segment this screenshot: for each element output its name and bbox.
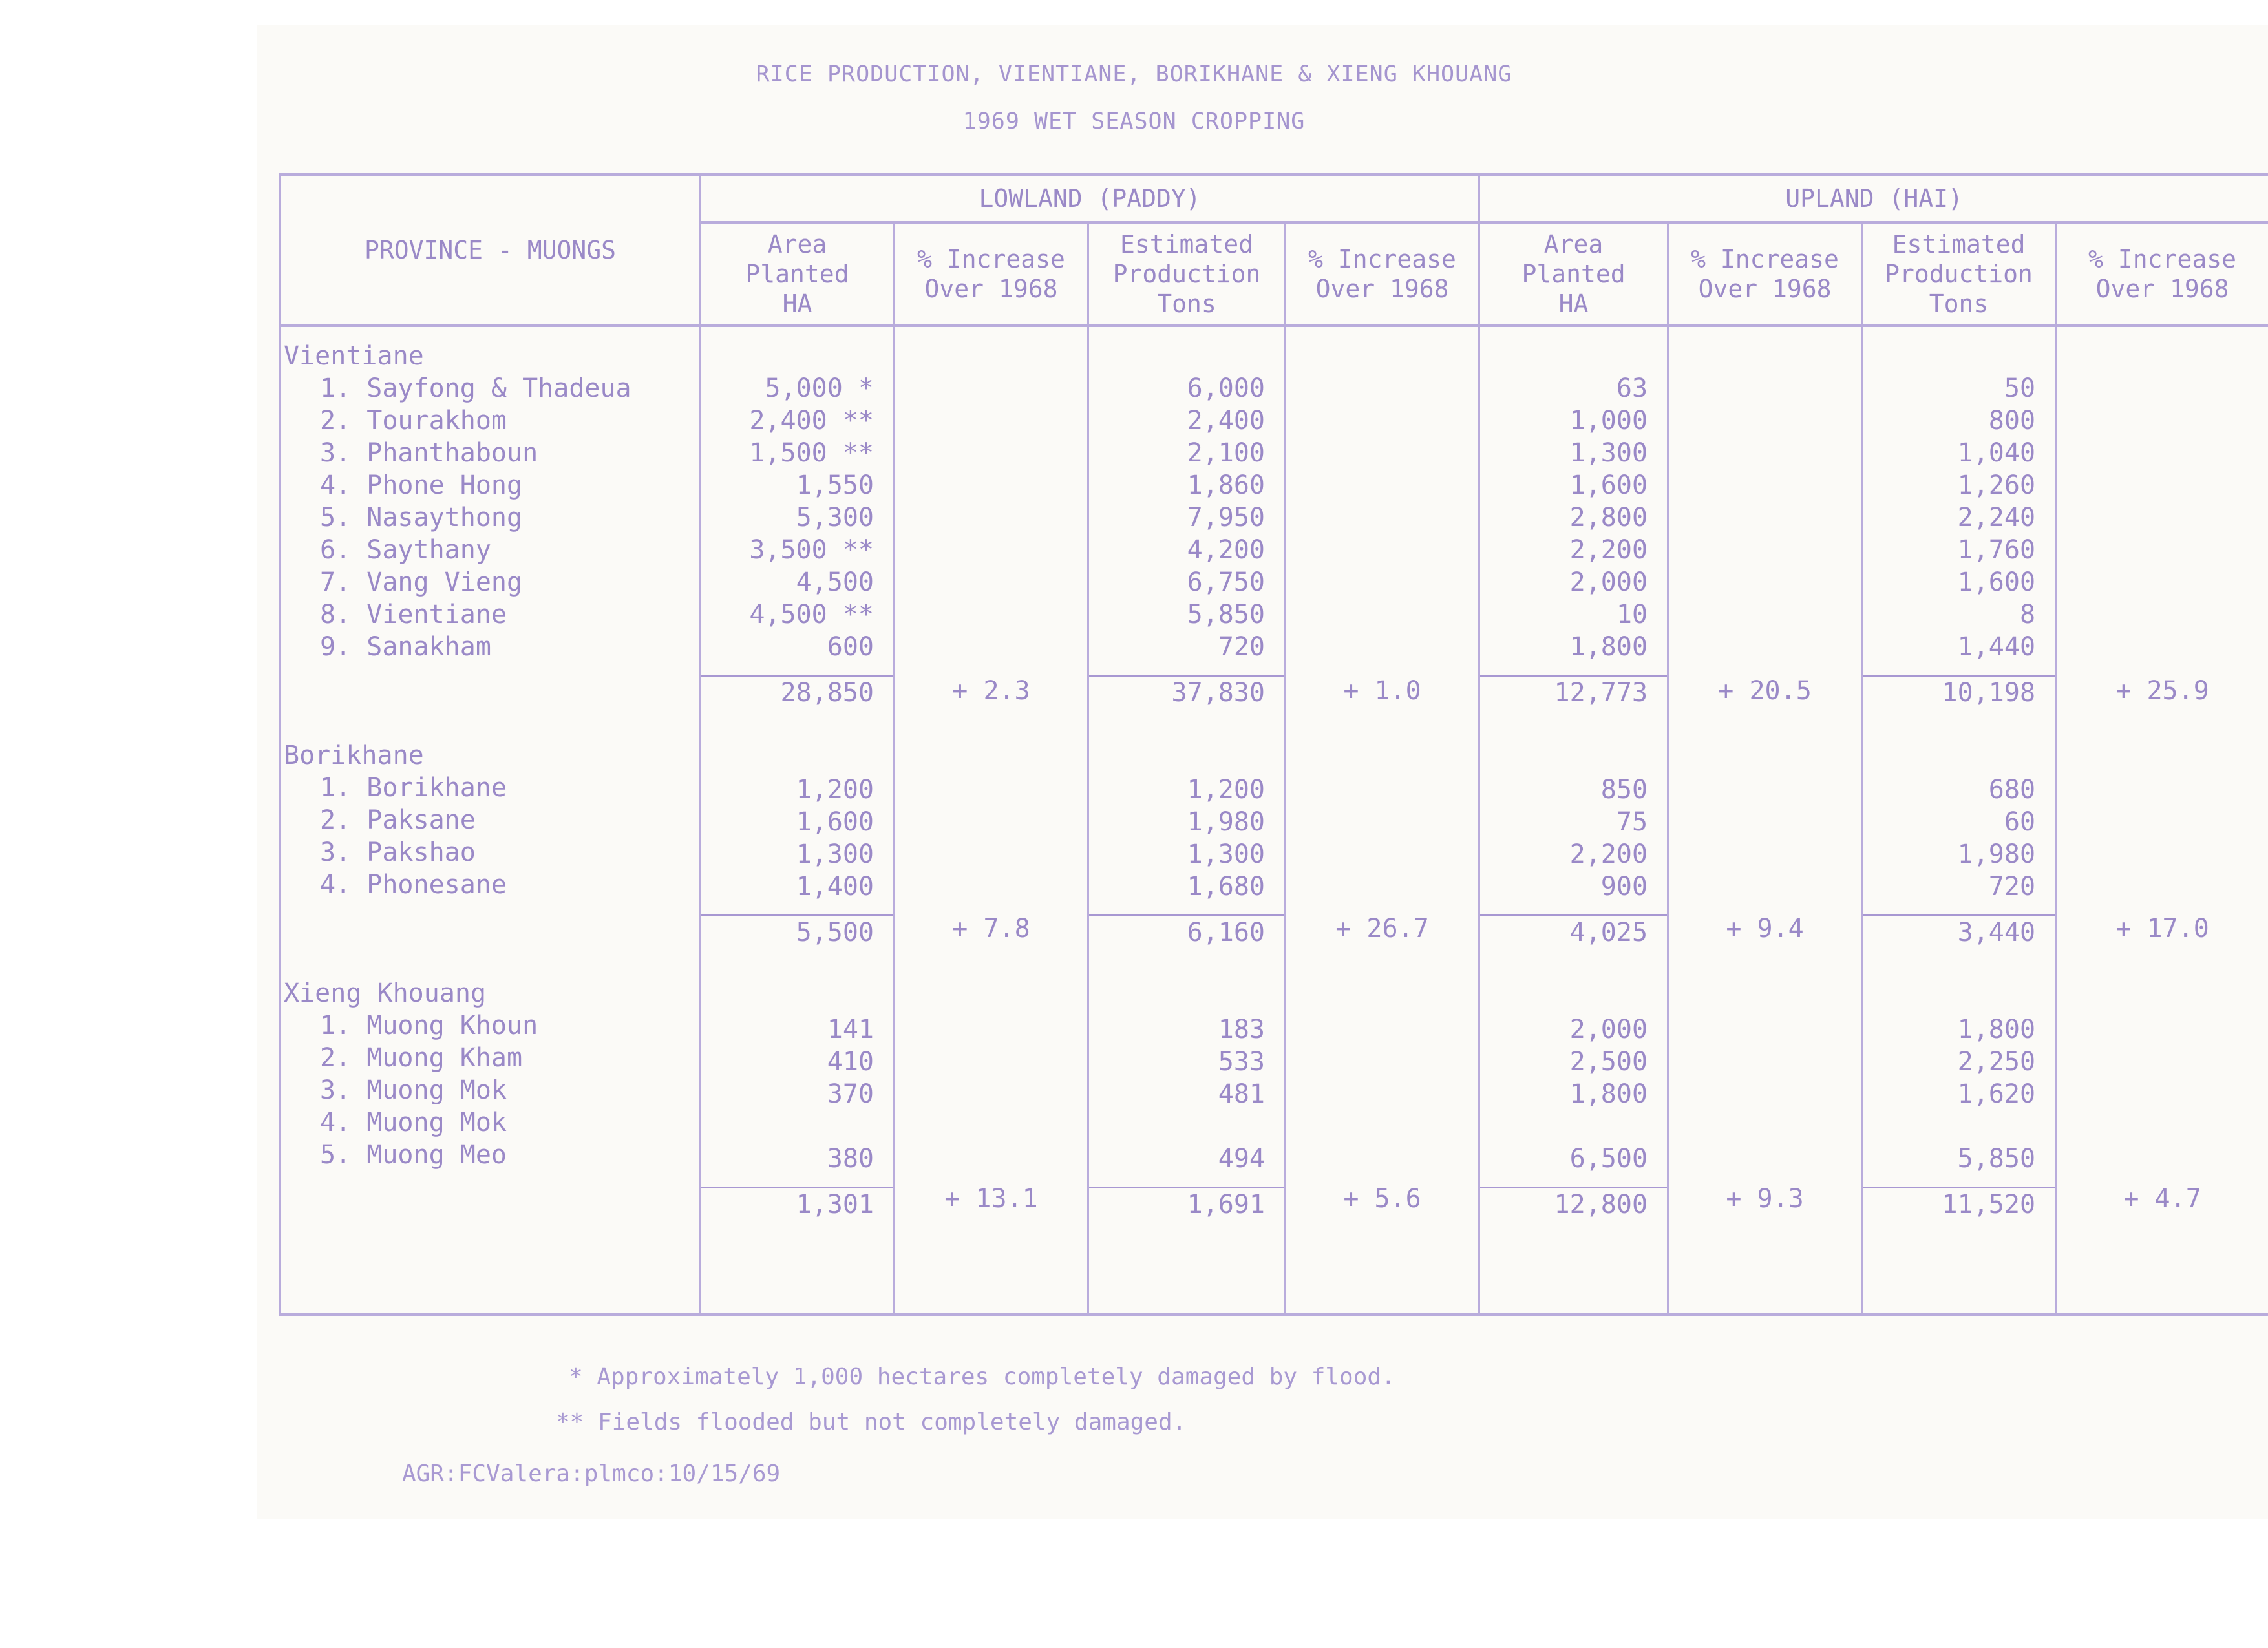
spacer: [1286, 1139, 1478, 1171]
spacer: [701, 709, 893, 741]
upland-production-pct-column: [2056, 326, 2268, 1315]
section-total: 37,830: [1089, 675, 1284, 709]
cell-value: 2,200: [1569, 840, 1648, 869]
muong-name: 1. Sayfong & Thadeua: [320, 374, 631, 403]
spacer: [281, 707, 699, 739]
province-heading: Vientiane: [284, 341, 424, 371]
cell-value: 6,500: [1569, 1144, 1648, 1174]
spacer: [1863, 981, 2055, 1013]
cell-value: 1,200: [1187, 775, 1265, 805]
spacer: [1669, 566, 1861, 598]
cell-value: 1,440: [1957, 632, 2036, 662]
cell-value: 4,500 **: [749, 600, 874, 629]
spacer: [2057, 1139, 2268, 1171]
cell-value: 5,850: [1187, 600, 1265, 629]
upland-group-header: UPLAND (HAI): [1479, 174, 2268, 222]
header-line: Area: [767, 230, 827, 259]
spacer: [1669, 1009, 1861, 1042]
upland-estimated-production-header: [1862, 222, 2056, 326]
spacer: [1286, 566, 1478, 598]
header-line: HA: [1558, 290, 1589, 318]
cell-value: 1,550: [796, 470, 874, 500]
cell-value: 850: [1600, 775, 1648, 805]
cell-value: 50: [2004, 374, 2036, 403]
spacer: [1863, 340, 2055, 372]
spacer: [281, 913, 699, 945]
footnote-single-asterisk: * Approximately 1,000 hectares completely damaged by flood.: [569, 1364, 1395, 1390]
spacer: [895, 437, 1087, 469]
cell-value: 1,600: [796, 807, 874, 837]
cell-value: 2,800: [1569, 503, 1648, 533]
header-line: % Increase: [917, 245, 1065, 273]
section-total: + 4.7: [2123, 1184, 2201, 1214]
spacer: [895, 707, 1087, 739]
spacer: [281, 1183, 699, 1215]
header-line: Estimated: [1120, 230, 1253, 259]
muong-name-column: [281, 326, 701, 1315]
spacer: [895, 534, 1087, 566]
spacer: [281, 1215, 699, 1247]
spacer: [2057, 340, 2268, 372]
cell-value: [1863, 1110, 2055, 1143]
spacer: [1669, 1106, 1861, 1139]
spacer: [2057, 437, 2268, 469]
lowland-group-header: LOWLAND (PADDY): [701, 174, 1479, 222]
upland-pct-increase-header: [1668, 222, 1862, 326]
spacer: [895, 1106, 1087, 1139]
spacer: [281, 675, 699, 707]
upland-area-pct-column: [1668, 326, 1862, 1315]
cell-value: 380: [827, 1144, 874, 1174]
spacer: [1286, 1215, 1478, 1247]
spacer: [895, 566, 1087, 598]
cell-value: 1,680: [1187, 872, 1265, 902]
spacer: [1669, 340, 1861, 372]
muong-name: 2. Paksane: [320, 805, 476, 835]
cell-value: 2,400: [1187, 406, 1265, 436]
header-line: HA: [782, 290, 812, 318]
cell-value: [701, 1110, 893, 1143]
cell-value: 1,300: [1569, 438, 1648, 468]
section-total: 1,691: [1089, 1187, 1284, 1221]
spacer: [1669, 502, 1861, 534]
section-total: 3,440: [1863, 914, 2055, 949]
cell-value: 7,950: [1187, 503, 1265, 533]
spacer: [895, 836, 1087, 869]
section-total: + 5.6: [1343, 1184, 1421, 1214]
cell-value: 1,980: [1187, 807, 1265, 837]
spacer: [1480, 340, 1667, 372]
spacer: [1286, 437, 1478, 469]
muong-name: 1. Borikhane: [320, 773, 507, 803]
muong-name: 4. Phone Hong: [320, 470, 523, 500]
section-total: 5,500: [701, 914, 893, 949]
section-total: + 13.1: [944, 1184, 1038, 1214]
cell-value: 1,600: [1569, 470, 1648, 500]
header-line: Tons: [1157, 290, 1216, 318]
cell-value: 1,620: [1957, 1079, 2036, 1109]
cell-value: 2,200: [1569, 535, 1648, 565]
spacer: [701, 949, 893, 981]
spacer: [2057, 1215, 2268, 1247]
cell-value: 5,300: [796, 503, 874, 533]
cell-value: 1,200: [796, 775, 874, 805]
spacer: [2057, 869, 2268, 901]
spacer: [2057, 631, 2268, 663]
section-total: + 9.3: [1726, 1184, 1804, 1214]
cell-value: 1,980: [1957, 840, 2036, 869]
cell-value: 800: [1988, 406, 2036, 436]
header-line: Planted: [745, 260, 849, 288]
spacer: [895, 372, 1087, 405]
spacer: [895, 631, 1087, 663]
spacer: [1089, 1221, 1284, 1253]
spacer: [895, 1074, 1087, 1106]
spacer: [2057, 372, 2268, 405]
lowland-area-column: [701, 326, 895, 1315]
section-total: + 2.3: [952, 676, 1030, 706]
muong-name: 3. Phanthaboun: [320, 438, 538, 468]
spacer: [1669, 598, 1861, 631]
section-total: 1,301: [701, 1187, 893, 1221]
spacer: [1286, 804, 1478, 836]
cell-value: 720: [1988, 872, 2036, 902]
header-line: Over 1968: [924, 275, 1058, 303]
spacer: [1089, 741, 1284, 774]
cell-value: 4,200: [1187, 535, 1265, 565]
spacer: [1286, 1106, 1478, 1139]
muong-name: 8. Vientiane: [320, 600, 507, 629]
cell-value: 900: [1600, 872, 1648, 902]
lowland-pct-increase-header: [1286, 222, 1479, 326]
header-line: Over 1968: [2095, 275, 2229, 303]
cell-value: 533: [1218, 1047, 1265, 1077]
spacer: [2057, 598, 2268, 631]
rice-production-table: [279, 173, 2268, 1316]
cell-value: 370: [827, 1079, 874, 1109]
spacer: [1669, 1042, 1861, 1074]
upland-pct-increase-header: [2056, 222, 2268, 326]
spacer: [2057, 977, 2268, 1009]
header-line: % Increase: [2088, 245, 2236, 273]
spacer: [1669, 405, 1861, 437]
spacer: [2057, 405, 2268, 437]
document-subtitle: 1969 WET SEASON CROPPING: [962, 109, 1306, 134]
section-total: + 17.0: [2115, 914, 2209, 944]
lowland-estimated-production-header: [1088, 222, 1286, 326]
cell-value: 75: [1616, 807, 1648, 837]
cell-value: 8: [2019, 600, 2036, 629]
spacer: [1286, 739, 1478, 772]
lowland-area-pct-column: [895, 326, 1088, 1315]
spacer: [1669, 739, 1861, 772]
cell-value: 410: [827, 1047, 874, 1077]
upland-area-column: [1479, 326, 1668, 1315]
cell-value: 2,000: [1569, 567, 1648, 597]
cell-value: 1,300: [1187, 840, 1265, 869]
spacer: [1863, 741, 2055, 774]
cell-value: 6,000: [1187, 374, 1265, 403]
spacer: [1863, 1221, 2055, 1253]
spacer: [1863, 949, 2055, 981]
spacer: [1669, 977, 1861, 1009]
spacer: [2057, 804, 2268, 836]
cell-value: 1,040: [1957, 438, 2036, 468]
spacer: [895, 739, 1087, 772]
section-total: + 1.0: [1343, 676, 1421, 706]
spacer: [895, 502, 1087, 534]
muong-name: 5. Nasaythong: [320, 503, 523, 533]
spacer: [2057, 836, 2268, 869]
cell-value: 1,000: [1569, 406, 1648, 436]
spacer: [1286, 631, 1478, 663]
spacer: [1669, 534, 1861, 566]
spacer: [2057, 707, 2268, 739]
muong-name: 2. Tourakhom: [320, 406, 507, 436]
spacer: [701, 340, 893, 372]
spacer: [1480, 709, 1667, 741]
spacer: [1669, 437, 1861, 469]
spacer: [2057, 1009, 2268, 1042]
spacer: [1286, 945, 1478, 977]
header-line: Estimated: [1892, 230, 2026, 259]
footnote-double-asterisk: ** Fields flooded but not completely damaged.: [556, 1409, 1187, 1435]
spacer: [1286, 1009, 1478, 1042]
cell-value: 5,000 *: [765, 374, 874, 403]
header-line: Over 1968: [1698, 275, 1832, 303]
spacer: [1089, 949, 1284, 981]
cell-value: 6,750: [1187, 567, 1265, 597]
spacer: [281, 945, 699, 977]
cell-value: 1,800: [1957, 1015, 2036, 1044]
cell-value: 1,400: [796, 872, 874, 902]
cell-value: 1,860: [1187, 470, 1265, 500]
typist-reference: AGR:FCValera:plmco:10/15/69: [402, 1461, 781, 1487]
spacer: [701, 1221, 893, 1253]
province-column-header: PROVINCE - MUONGS: [281, 174, 701, 326]
cell-value: 2,100: [1187, 438, 1265, 468]
spacer: [2057, 566, 2268, 598]
header-line: Production: [1885, 260, 2033, 288]
cell-value: 4,500: [796, 567, 874, 597]
province-heading: Borikhane: [284, 741, 424, 770]
spacer: [895, 772, 1087, 804]
spacer: [895, 1042, 1087, 1074]
header-line: Production: [1112, 260, 1261, 288]
header-line: Area: [1543, 230, 1604, 259]
header-line: Tons: [1929, 290, 1989, 318]
cell-value: 1,500 **: [749, 438, 874, 468]
spacer: [2057, 945, 2268, 977]
spacer: [1863, 709, 2055, 741]
spacer: [2057, 1042, 2268, 1074]
section-total: 12,773: [1480, 675, 1667, 709]
section-total: 10,198: [1863, 675, 2055, 709]
cell-value: 1,760: [1957, 535, 2036, 565]
cell-value: 481: [1218, 1079, 1265, 1109]
spacer: [1286, 598, 1478, 631]
spacer: [895, 405, 1087, 437]
spacer: [1669, 1139, 1861, 1171]
cell-value: 1,260: [1957, 470, 2036, 500]
section-total: 12,800: [1480, 1187, 1667, 1221]
spacer: [895, 469, 1087, 502]
header-line: Planted: [1521, 260, 1626, 288]
spacer: [1286, 977, 1478, 1009]
upland-production-column: [1862, 326, 2056, 1315]
spacer: [1669, 945, 1861, 977]
spacer: [2057, 469, 2268, 502]
spacer: [1669, 869, 1861, 901]
cell-value: 600: [827, 632, 874, 662]
cell-value: 141: [827, 1015, 874, 1044]
spacer: [895, 977, 1087, 1009]
muong-name: 9. Sanakham: [320, 632, 491, 662]
spacer: [1480, 1221, 1667, 1253]
spacer: [2057, 772, 2268, 804]
cell-value: 3,500 **: [749, 535, 874, 565]
spacer: [1669, 631, 1861, 663]
spacer: [1669, 1215, 1861, 1247]
section-total: + 25.9: [2115, 676, 2209, 706]
cell-value: 1,600: [1957, 567, 2036, 597]
section-total: + 9.4: [1726, 914, 1804, 944]
lowland-pct-increase-header: [895, 222, 1088, 326]
header-line: Over 1968: [1315, 275, 1449, 303]
section-total: + 7.8: [952, 914, 1030, 944]
cell-value: 1,800: [1569, 1079, 1648, 1109]
spacer: [895, 804, 1087, 836]
upland-area-planted-header: [1479, 222, 1668, 326]
lowland-area-planted-header: [701, 222, 895, 326]
cell-value: 720: [1218, 632, 1265, 662]
spacer: [1286, 707, 1478, 739]
spacer: [1480, 981, 1667, 1013]
cell-value: 2,500: [1569, 1047, 1648, 1077]
spacer: [1286, 405, 1478, 437]
spacer: [701, 741, 893, 774]
cell-value: 60: [2004, 807, 2036, 837]
spacer: [1669, 372, 1861, 405]
muong-name: 1. Muong Khoun: [320, 1011, 538, 1041]
cell-value: 183: [1218, 1015, 1265, 1044]
spacer: [895, 340, 1087, 372]
spacer: [1286, 1074, 1478, 1106]
spacer: [1286, 372, 1478, 405]
muong-name: 7. Vang Vieng: [320, 567, 523, 597]
section-total: 11,520: [1863, 1187, 2055, 1221]
spacer: [1286, 869, 1478, 901]
header-line: % Increase: [1691, 245, 1839, 273]
cell-value: 2,000: [1569, 1015, 1648, 1044]
spacer: [895, 1215, 1087, 1247]
cell-value: 1,300: [796, 840, 874, 869]
spacer: [2057, 739, 2268, 772]
spacer: [1286, 836, 1478, 869]
cell-value: 63: [1616, 374, 1648, 403]
section-total: 4,025: [1480, 914, 1667, 949]
muong-name: 5. Muong Meo: [320, 1140, 507, 1170]
province-heading: Xieng Khouang: [284, 978, 487, 1008]
section-total: 28,850: [701, 675, 893, 709]
cell-value: 2,250: [1957, 1047, 2036, 1077]
spacer: [895, 945, 1087, 977]
spacer: [1480, 949, 1667, 981]
spacer: [1089, 981, 1284, 1013]
spacer: [1286, 1042, 1478, 1074]
header-line: % Increase: [1308, 245, 1456, 273]
spacer: [1089, 340, 1284, 372]
cell-value: 2,240: [1957, 503, 2036, 533]
cell-value: 2,400 **: [749, 406, 874, 436]
spacer: [1480, 741, 1667, 774]
muong-name: 4. Phonesane: [320, 870, 507, 900]
spacer: [1286, 340, 1478, 372]
spacer: [895, 598, 1087, 631]
lowland-production-pct-column: [1286, 326, 1479, 1315]
spacer: [1669, 804, 1861, 836]
spacer: [1089, 709, 1284, 741]
cell-value: [1089, 1110, 1284, 1143]
spacer: [1669, 836, 1861, 869]
muong-name: 6. Saythany: [320, 535, 491, 565]
section-total: + 20.5: [1718, 676, 1812, 706]
spacer: [1286, 534, 1478, 566]
cell-value: 10: [1616, 600, 1648, 629]
cell-value: 494: [1218, 1144, 1265, 1174]
spacer: [1669, 1074, 1861, 1106]
muong-name: 3. Muong Mok: [320, 1075, 507, 1105]
spacer: [1286, 502, 1478, 534]
spacer: [1286, 469, 1478, 502]
document-title: RICE PRODUCTION, VIENTIANE, BORIKHANE & XIENG KHOUANG: [756, 61, 1512, 87]
cell-value: 1,800: [1569, 632, 1648, 662]
spacer: [1669, 707, 1861, 739]
muong-name: 2. Muong Kham: [320, 1043, 523, 1073]
cell-value: 5,850: [1957, 1144, 2036, 1174]
cell-value: [1480, 1110, 1667, 1143]
spacer: [895, 1139, 1087, 1171]
spacer: [1669, 469, 1861, 502]
spacer: [2057, 1074, 2268, 1106]
lowland-production-column: [1088, 326, 1286, 1315]
spacer: [895, 1009, 1087, 1042]
table-body-row: [281, 326, 2268, 1315]
spacer: [1286, 772, 1478, 804]
section-total: + 26.7: [1335, 914, 1429, 944]
muong-name: 4. Muong Mok: [320, 1108, 507, 1137]
spacer: [2057, 534, 2268, 566]
cell-value: 680: [1988, 775, 2036, 805]
spacer: [895, 869, 1087, 901]
spacer: [1669, 772, 1861, 804]
spacer: [2057, 1106, 2268, 1139]
muong-name: 3. Pakshao: [320, 838, 476, 867]
spacer: [701, 981, 893, 1013]
section-total: 6,160: [1089, 914, 1284, 949]
spacer: [2057, 502, 2268, 534]
